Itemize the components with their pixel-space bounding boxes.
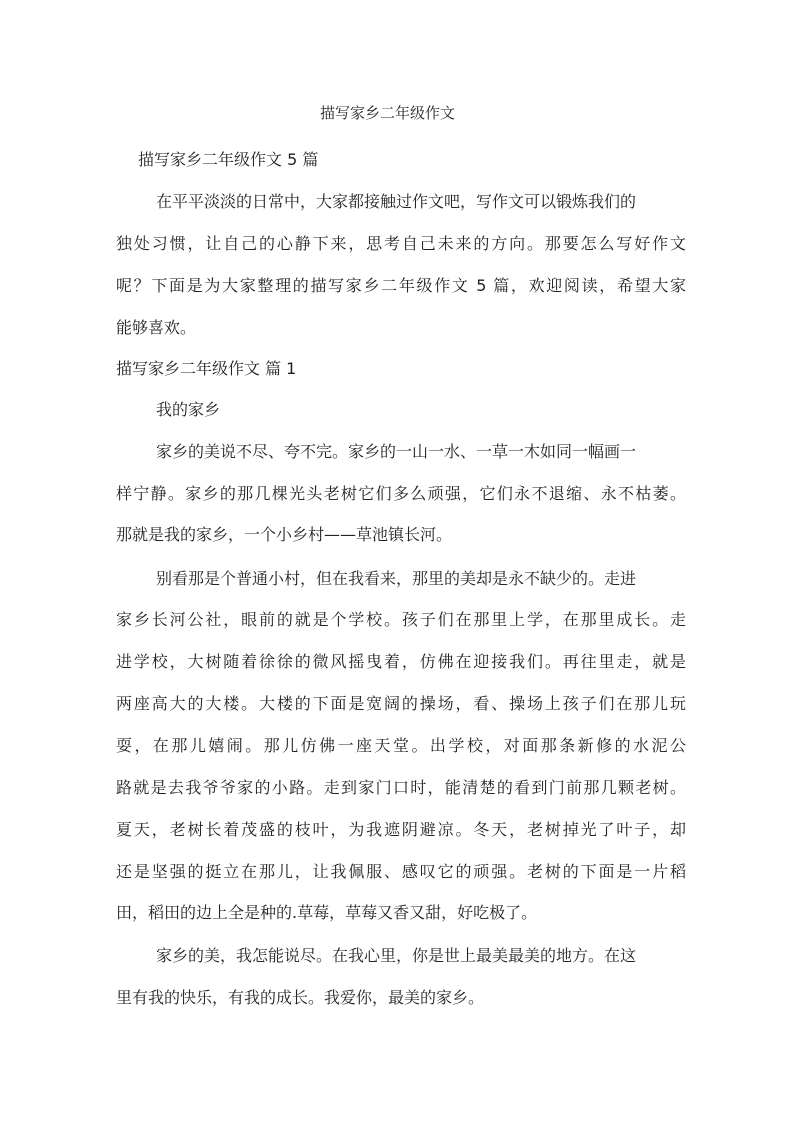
section-heading: 描写家乡二年级作文 篇 1 (116, 359, 297, 378)
paragraph-line: 路就是去我爷爷家的小路。走到家门口时，能清楚的看到门前那几颗老树。 (116, 778, 686, 797)
intro-line: 独处习惯，让自己的心静下来，思考自己未来的方向。那要怎么写好作文 (116, 234, 686, 253)
essay-title: 我的家乡 (156, 400, 221, 419)
paragraph-line: 夏天，老树长着茂盛的枝叶，为我遮阴避凉。冬天，老树掉光了叶子，却 (116, 820, 686, 839)
paragraph-line: 家乡的美说不尽、夸不完。家乡的一山一水、一草一木如同一幅画一 (156, 442, 637, 461)
intro-line: 在平平淡淡的日常中，大家都接触过作文吧，写作文可以锻炼我们的 (156, 192, 637, 211)
paragraph-line: 田，稻田的边上全是种的.草莓，草莓又香又甜，好吃极了。 (116, 903, 538, 922)
paragraph-line: 家乡长河公社，眼前的就是个学校。孩子们在那里上学，在那里成长。走 (116, 610, 686, 629)
paragraph-line: 里有我的快乐，有我的成长。我爱你，最美的家乡。 (116, 988, 485, 1007)
paragraph-line: 进学校，大树随着徐徐的微风摇曳着，仿佛在迎接我们。再往里走，就是 (116, 652, 686, 671)
paragraph-line: 耍，在那儿嬉闹。那儿仿佛一座天堂。出学校，对面那条新修的水泥公 (116, 736, 686, 755)
intro-line: 能够喜欢。 (116, 318, 197, 337)
paragraph-line: 还是坚强的挺立在那儿，让我佩服、感叹它的顽强。老树的下面是一片稻 (116, 862, 686, 881)
doc-title: 描写家乡二年级作文 (320, 104, 456, 122)
paragraph-line: 别看那是个普通小村，但在我看来，那里的美却是永不缺少的。走进 (156, 569, 637, 588)
paragraph-line: 那就是我的家乡，一个小乡村——草池镇长河。 (116, 525, 453, 544)
paragraph-line: 两座高大的大楼。大楼的下面是宽阔的操场，看、操场上孩子们在那儿玩 (116, 694, 686, 713)
paragraph-line: 样宁静。家乡的那几棵光头老树它们多么顽强，它们永不退缩、永不枯萎。 (116, 484, 686, 503)
doc-subtitle: 描写家乡二年级作文 5 篇 (138, 150, 319, 169)
intro-line: 呢？下面是为大家整理的描写家乡二年级作文 5 篇，欢迎阅读，希望大家 (116, 276, 686, 295)
paragraph-line: 家乡的美，我怎能说尽。在我心里，你是世上最美最美的地方。在这 (156, 946, 637, 965)
